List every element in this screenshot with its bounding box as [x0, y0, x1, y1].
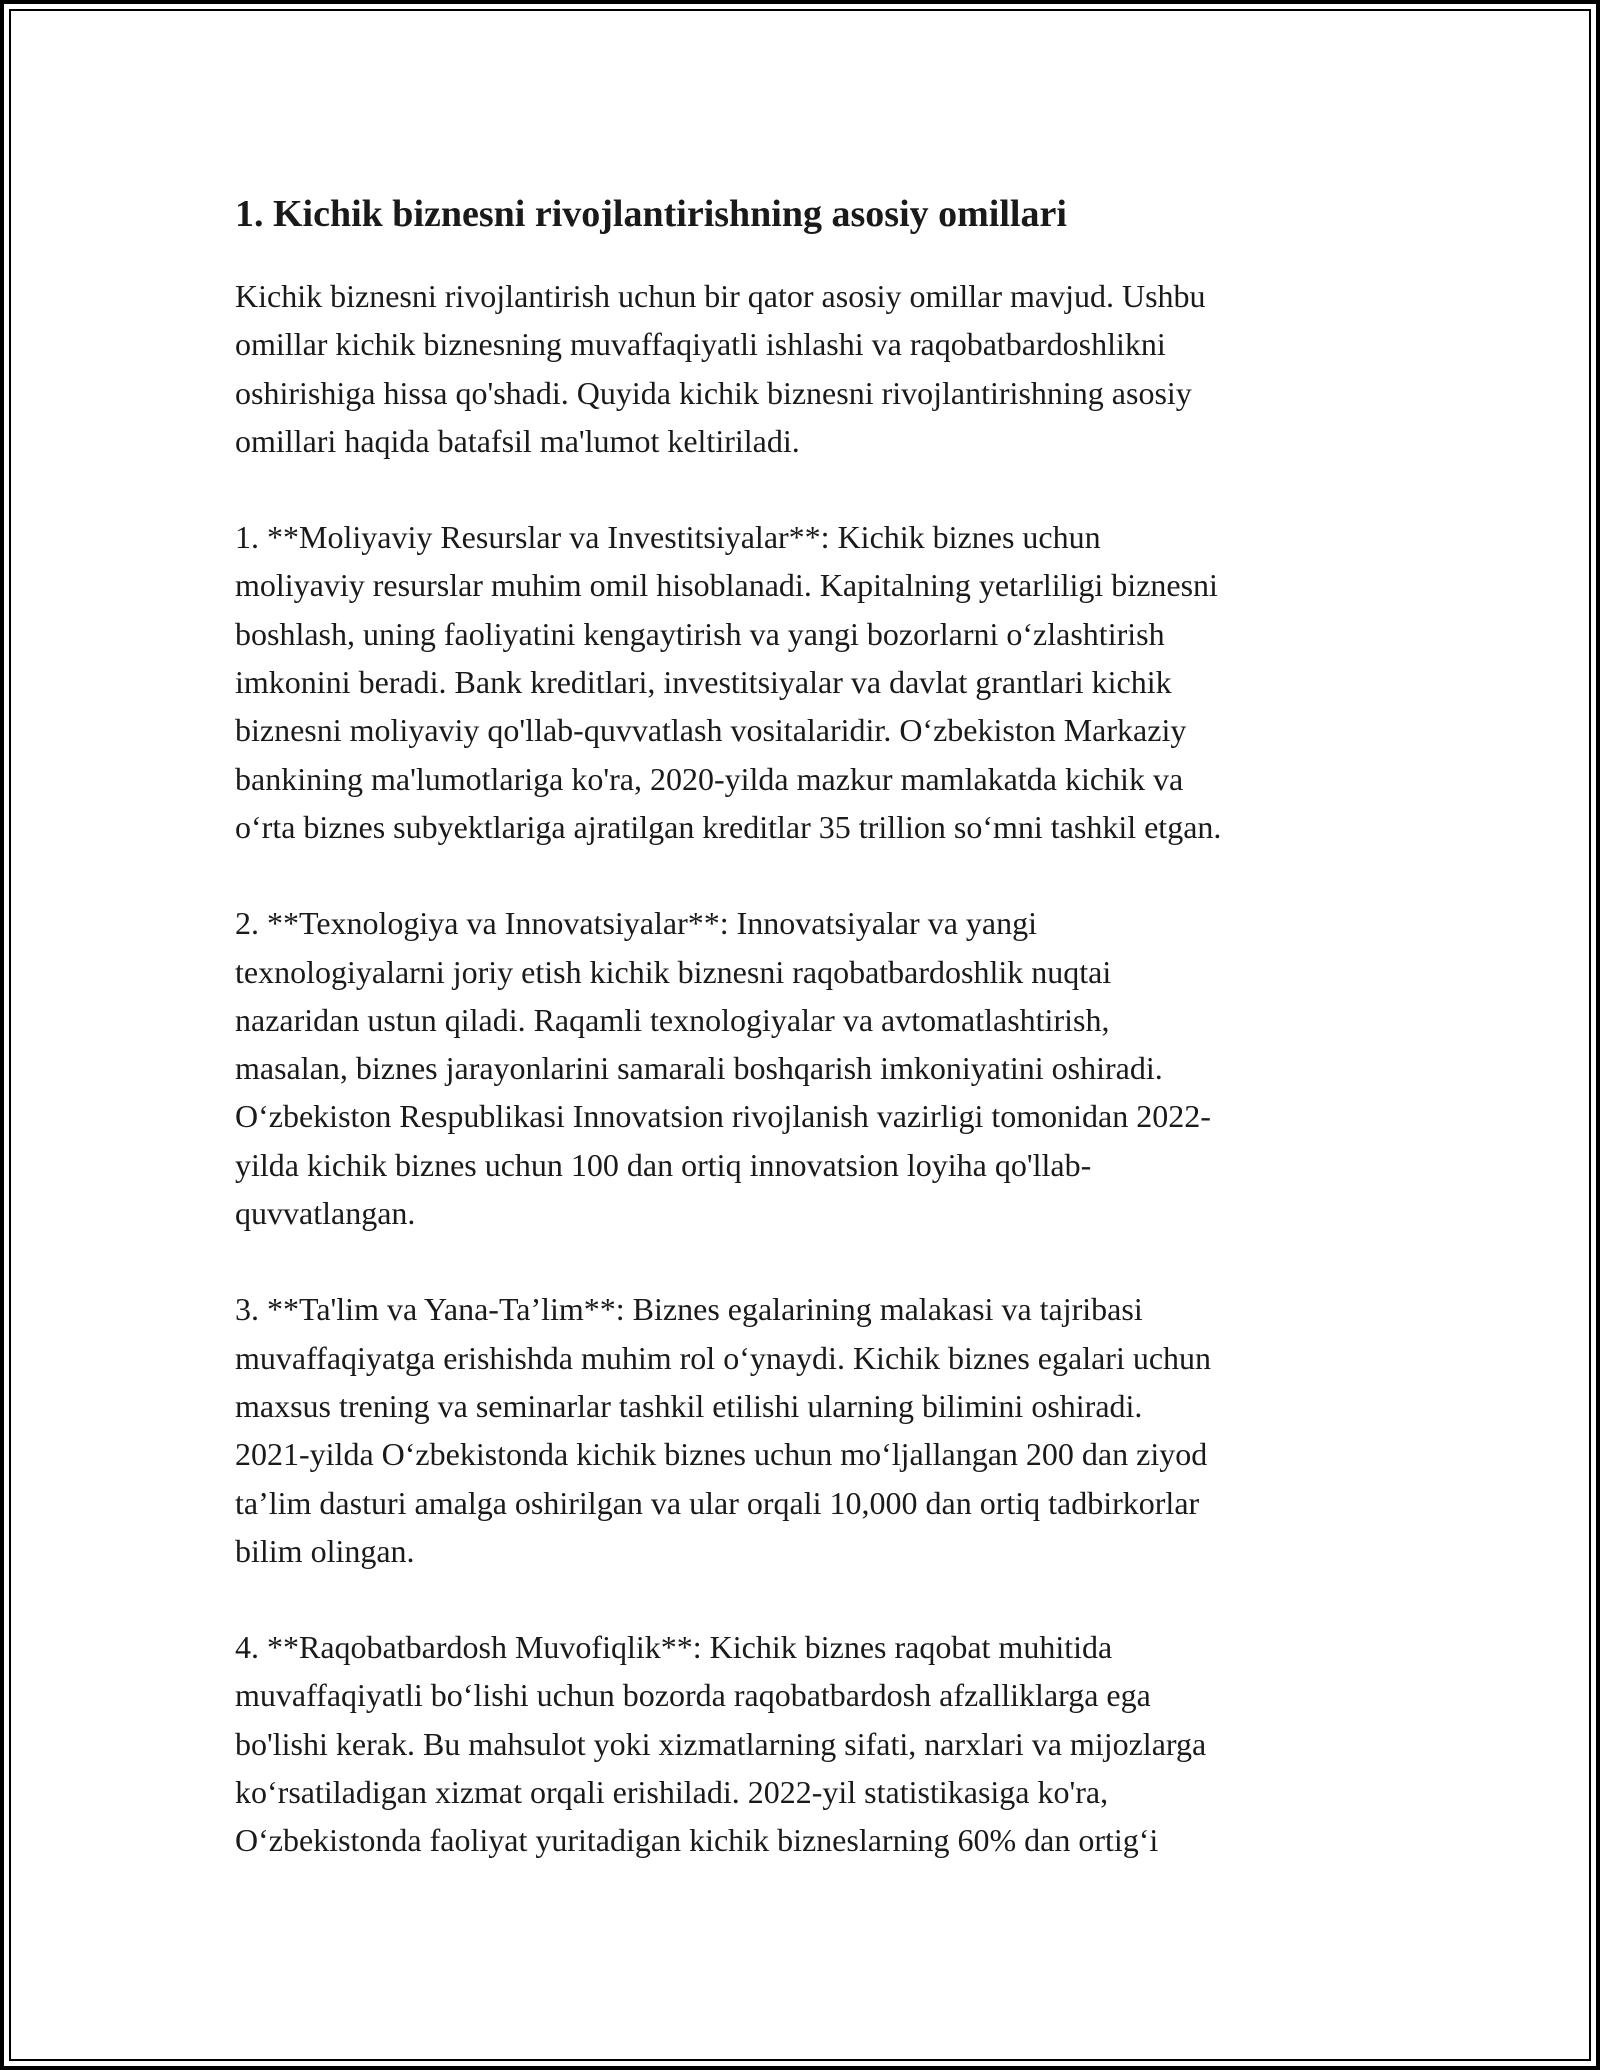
text-line: nazaridan ustun qiladi. Raqamli texnologiyalar va avtomatlashtirish, — [235, 1001, 1110, 1038]
text-line: muvaffaqiyatli bo‘lishi uchun bozorda raqobatbardosh afzalliklarga ega — [235, 1677, 1151, 1714]
text-line: ko‘rsatiladigan xizmat orqali erishiladi. 2022-yil statistikasiga ko'ra, — [235, 1774, 1109, 1811]
text-line: biznesni moliyaviy qo'llab-quvvatlash vositalaridir. O‘zbekiston Markaziy — [235, 712, 1187, 749]
text-line: boshlash, uning faoliyatini kengaytirish va yangi bozorlarni o‘zlashtirish — [235, 615, 1165, 652]
text-line: bankining ma'lumotlariga ko'ra, 2020-yilda mazkur mamlakatda kichik va — [235, 760, 1184, 797]
text-line: omillar kichik biznesning muvaffaqiyatli ishlashi va raqobatbardoshlikni — [235, 326, 1166, 363]
paragraph-intro — [235, 272, 1385, 465]
document-body — [235, 190, 1385, 1913]
text-line: ta’lim dasturi amalga oshirilgan va ular orqali 10,000 dan ortiq tadbirkorlar — [235, 1484, 1200, 1521]
text-line: moliyaviy resurslar muhim omil hisoblanadi. Kapitalning yetarliligi biznesni — [235, 567, 1218, 604]
text-line: 3. **Ta'lim va Yana-Ta’lim**: Biznes egalarining malakasi va tajribasi — [235, 1291, 1143, 1328]
paragraph-competitiveness — [235, 1623, 1385, 1864]
text-line: bo'lishi kerak. Bu mahsulot yoki xizmatlarning sifati, narxlari va mijozlarga — [235, 1725, 1207, 1762]
text-line: texnologiyalarni joriy etish kichik biznesni raqobatbardoshlik nuqtai — [235, 953, 1112, 990]
text-line: o‘rta biznes subyektlariga ajratilgan kreditlar 35 trillion so‘mni tashkil etgan. — [235, 808, 1222, 845]
text-line: masalan, biznes jarayonlarini samarali boshqarish imkoniyatini oshiradi. — [235, 1050, 1163, 1087]
text-line: quvvatlangan. — [235, 1195, 416, 1232]
text-line: yilda kichik biznes uchun 100 dan ortiq innovatsion loyiha qo'llab- — [235, 1146, 1092, 1183]
text-line: imkonini beradi. Bank kreditlari, investitsiyalar va davlat grantlari kichik — [235, 664, 1172, 701]
text-line: omillari haqida batafsil ma'lumot keltiriladi. — [235, 422, 800, 459]
text-line: 4. **Raqobatbardosh Muvofiqlik**: Kichik biznes raqobat muhitida — [235, 1629, 1113, 1666]
paragraph-technology — [235, 899, 1385, 1237]
text-line: 2. **Texnologiya va Innovatsiyalar**: Innovatsiyalar va yangi — [235, 905, 1037, 942]
text-line: muvaffaqiyatga erishishda muhim rol o‘ynaydi. Kichik biznes egalari uchun — [235, 1339, 1212, 1376]
paragraph-financial-resources — [235, 513, 1385, 851]
section-title: 1. Kichik biznesni rivojlantirishning asosiy omillari — [235, 193, 1067, 235]
text-line: oshirishiga hissa qo'shadi. Quyida kichik biznesni rivojlantirishning asosiy — [235, 374, 1192, 411]
text-line: O‘zbekistonda faoliyat yuritadigan kichik bizneslarning 60% dan ortig‘i — [235, 1822, 1159, 1859]
paragraph-education — [235, 1285, 1385, 1575]
text-line: maxsus trening va seminarlar tashkil etilishi ularning bilimini oshiradi. — [235, 1387, 1143, 1424]
text-line: O‘zbekiston Respublikasi Innovatsion rivojlanish vazirligi tomonidan 2022- — [235, 1098, 1211, 1135]
text-line: 1. **Moliyaviy Resurslar va Investitsiyalar**: Kichik biznes uchun — [235, 519, 1101, 556]
text-line: 2021-yilda O‘zbekistonda kichik biznes uchun mo‘ljallangan 200 dan ziyod — [235, 1436, 1208, 1473]
text-line: Kichik biznesni rivojlantirish uchun bir qator asosiy omillar mavjud. Ushbu — [235, 278, 1206, 314]
text-line: bilim olingan. — [235, 1532, 415, 1569]
